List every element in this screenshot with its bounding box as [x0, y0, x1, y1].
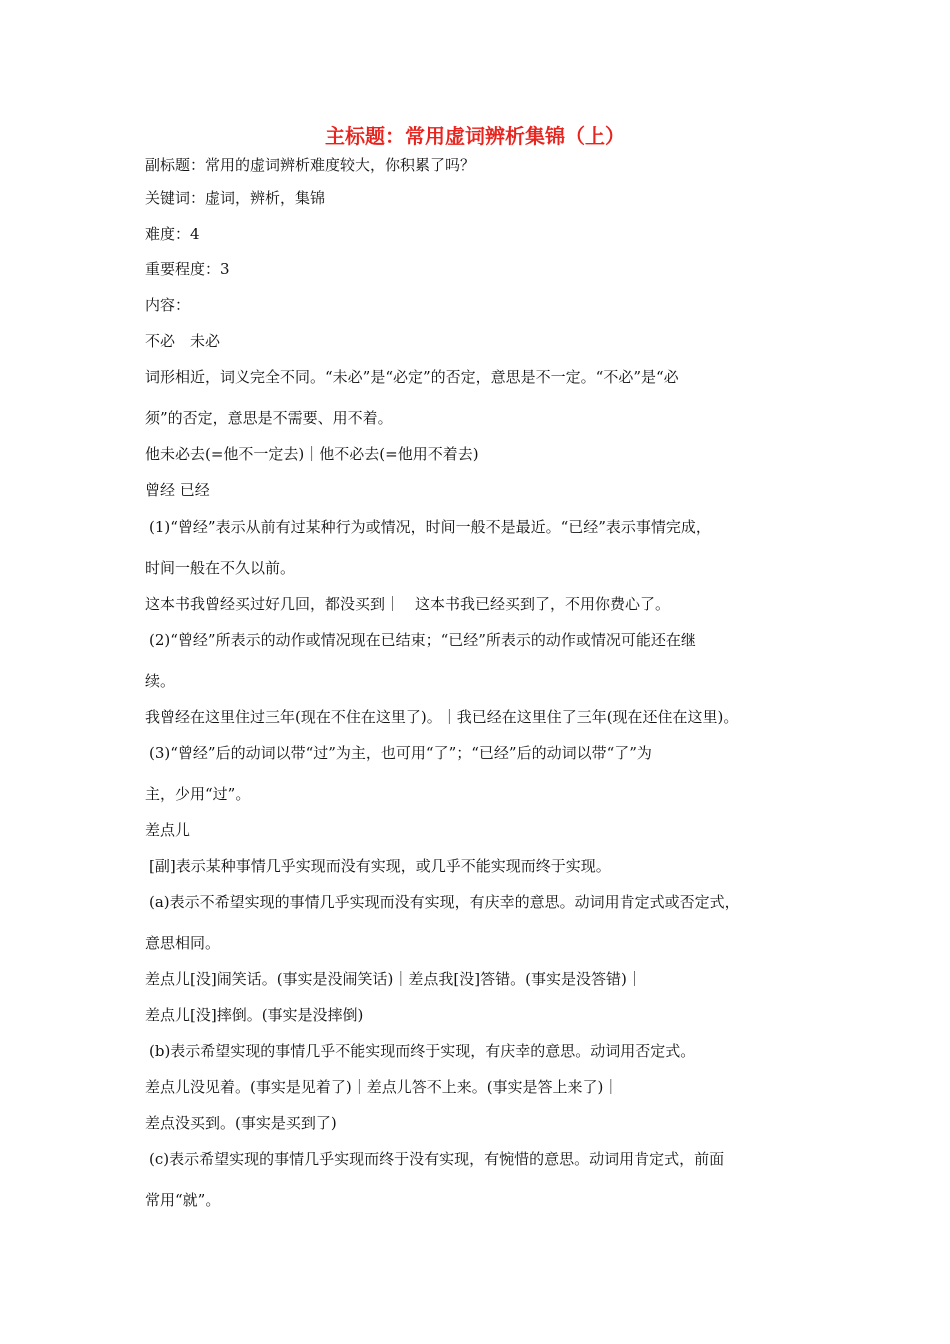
paragraph-line: (a)表示不希望实现的事情几乎实现而没有实现，有庆幸的意思。动词用肯定式或否定式，: [149, 893, 740, 911]
keywords-line: 关键词：虚词，辨析，集锦: [145, 189, 326, 207]
paragraph-line: 时间一般在不久以前。: [145, 559, 296, 577]
section-heading: 不必 未必: [145, 332, 221, 350]
example-line: 差点儿[没]闹笑话。(事实是没闹笑话)｜差点我[没]答错。(事实是没答错)｜: [145, 970, 642, 988]
paragraph-line: [副]表示某种事情几乎实现而没有实现，或几乎不能实现而终于实现。: [149, 857, 611, 875]
section-heading: 差点儿: [145, 821, 191, 839]
paragraph-line: 常用“就”。: [145, 1191, 221, 1209]
paragraph-line: 意思相同。: [145, 934, 221, 952]
example-line: 差点儿[没]摔倒。(事实是没摔倒): [145, 1006, 364, 1024]
main-title: 主标题：常用虚词辨析集锦（上）: [325, 124, 625, 148]
subtitle-line: 副标题：常用的虚词辨析难度较大，你积累了吗？: [145, 156, 476, 174]
example-line: 他未必去(=他不一定去)｜他不必去(=他用不着去): [145, 445, 479, 463]
paragraph-line: (c)表示希望实现的事情几乎实现而终于没有实现，有惋惜的意思。动词用肯定式，前面: [149, 1150, 725, 1168]
paragraph-line: 词形相近，词义完全不同。“未必”是“必定”的否定，意思是不一定。“不必”是“必: [145, 368, 679, 386]
paragraph-line: (b)表示希望实现的事情几乎不能实现而终于实现，有庆幸的意思。动词用否定式。: [149, 1042, 696, 1060]
paragraph-line: 续。: [145, 672, 176, 690]
paragraph-line: (3)“曾经”后的动词以带“过”为主，也可用“了”；“已经”后的动词以带“了”为: [149, 744, 652, 762]
paragraph-line: 须”的否定，意思是不需要、用不着。: [145, 409, 393, 427]
example-line: 差点没买到。(事实是买到了): [145, 1114, 337, 1132]
paragraph-line: 主，少用“过”。: [145, 785, 251, 803]
example-line: 我曾经在这里住过三年(现在不住在这里了)。｜我已经在这里住了三年(现在还住在这里)。: [145, 708, 739, 726]
example-line: 差点儿没见着。(事实是见着了)｜差点儿答不上来。(事实是答上来了)｜: [145, 1078, 619, 1096]
difficulty-line: 难度：4: [145, 225, 200, 243]
importance-line: 重要程度：3: [145, 260, 230, 278]
example-line: 这本书我曾经买过好几回，都没买到｜ 这本书我已经买到了，不用你费心了。: [145, 595, 671, 613]
section-heading: 曾经 已经: [145, 481, 210, 499]
paragraph-line: (1)“曾经”表示从前有过某种行为或情况，时间一般不是最近。“已经”表示事情完成，: [149, 518, 711, 536]
paragraph-line: (2)“曾经”所表示的动作或情况现在已结束；“已经”所表示的动作或情况可能还在继: [149, 631, 696, 649]
content-label: 内容：: [145, 296, 191, 314]
